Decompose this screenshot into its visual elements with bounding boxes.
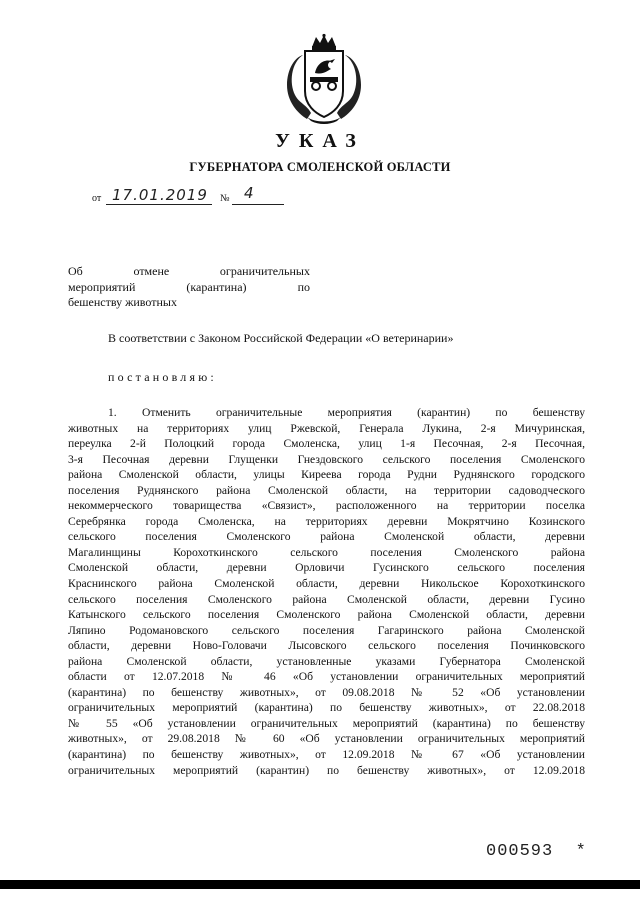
- date-prefix: от: [92, 193, 102, 204]
- handwritten-number: 4: [244, 184, 255, 202]
- body-line: ограничительных мероприятий (карантин) по бешенству животных», от 12.09.2018: [68, 763, 585, 777]
- body-line: (карантина) по бешенству животных», от 09.08.2018 № 52 «Об установлении: [68, 685, 585, 699]
- body-line: животных на территориях улиц Ржевской, Генерала Лукина, 2-я Мичуринская,: [68, 421, 585, 435]
- body-line: Магалинщины Корохоткинского сельского поселения Смоленского района: [68, 545, 585, 559]
- date-number-line: [92, 183, 302, 209]
- body-line: области от 12.07.2018 № 46 «Об установлении ограничительных мероприятий: [68, 670, 585, 684]
- subject-line: бешенству животных: [68, 295, 177, 309]
- body-line: 1. Отменить ограничительные мероприятия (карантин) по бешенству: [108, 406, 585, 419]
- body-line: 3-я Песочная деревни Глущенки Гнездовского сельского поселения Смоленского: [68, 452, 585, 466]
- body-line: ограничительных мероприятий (карантина) по бешенству животных», от 22.08.2018: [68, 701, 585, 715]
- subject-line: мероприятий (карантина) по: [68, 279, 310, 294]
- body-line: района Смоленской области, установленные указами Губернатора Смоленской: [68, 654, 585, 668]
- subject-line: Об отмене ограничительных: [68, 264, 310, 278]
- body-line: Серебрянка города Смоленска, на территориях деревни Мокрятчино Козинского: [68, 514, 585, 528]
- body-line: Ляпино Родомановского сельского поселения Гагаринского района Смоленской: [68, 623, 585, 637]
- serial-mark: *: [575, 842, 587, 861]
- preamble-text: В соответствии с Законом Российской Федерации «О ветеринарии»: [108, 331, 454, 345]
- decree-word: постановляю:: [108, 370, 217, 384]
- body-line: переулка 2-й Полоцкий города Смоленска, улиц 1-я Песочная, 2-я Песочная,: [68, 437, 585, 451]
- body-line: сельского поселения Смоленского района Смоленской области, деревни: [68, 530, 585, 544]
- body-line: Катынского сельского поселения Смоленского района Смоленской области, деревни: [68, 608, 585, 622]
- number-underline: [232, 204, 284, 205]
- body-line: района Смоленской области, улицы Киреева города Рудни Руднянского городского: [68, 468, 585, 482]
- body-line: Краснинского района Смоленской области, деревни Никольское Корохоткинского: [68, 577, 585, 591]
- body-line: Смоленской области, деревни Орловичи Гусинского сельского поселения: [68, 561, 585, 575]
- body-line: поселения Руднянского района Смоленской области, на территории садоводческого: [68, 483, 585, 497]
- handwritten-date: 17.01.2019: [112, 186, 208, 204]
- serial-digits: 000593: [486, 842, 554, 861]
- document-subtitle: ГУБЕРНАТОРА СМОЛЕНСКОЙ ОБЛАСТИ: [189, 160, 451, 174]
- decree-subject: [68, 264, 310, 311]
- number-prefix: №: [220, 193, 230, 204]
- coat-of-arms-icon: [285, 33, 363, 125]
- serial-number: [486, 842, 587, 861]
- body-line: (карантина) по бешенству животных», от 12.09.2018 № 67 «Об установлении: [68, 748, 585, 762]
- document-title: УКАЗ: [275, 130, 365, 152]
- body-line: № 55 «Об установлении ограничительных мероприятий (карантина) по бешенству: [68, 716, 585, 730]
- decree-body: [68, 405, 585, 778]
- body-line: области, деревни Ново-Головачи Лысовского сельского поселения Починковского: [68, 639, 585, 653]
- body-line: сельского поселения Смоленского района Смоленской области, деревни Гусино: [68, 592, 585, 606]
- date-underline: [106, 204, 212, 205]
- scan-edge-bar: [0, 880, 640, 889]
- body-line: некоммерческого товарищества «Связист», расположенного на территории поселка: [68, 499, 585, 513]
- body-line: животных», от 29.08.2018 № 60 «Об установлении ограничительных мероприятий: [68, 732, 585, 746]
